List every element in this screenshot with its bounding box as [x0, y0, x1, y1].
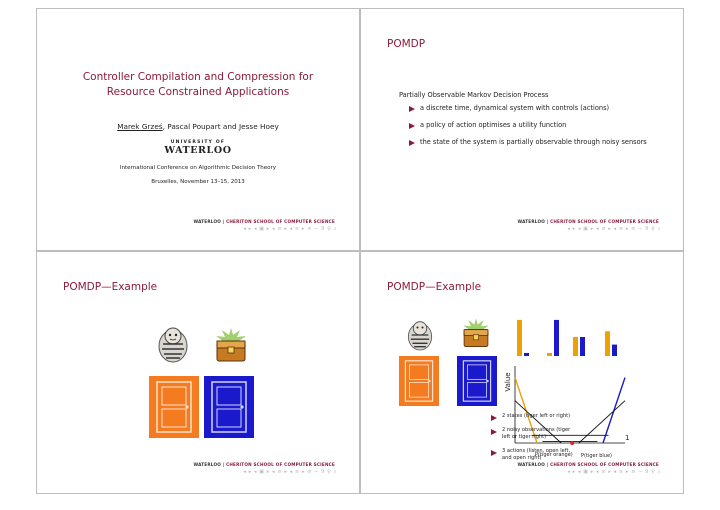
footer: WATERLOO | CHERITON SCHOOL OF COMPUTER SCIENCE — [517, 462, 659, 467]
blue-door[interactable] — [457, 356, 497, 406]
list-item: 2 noisy observations (tiger left or tiger right) — [491, 427, 579, 442]
blue-door[interactable] — [204, 376, 254, 438]
pomdp-intro: Partially Observable Markov Decision Process — [399, 91, 549, 99]
y-axis-label: Value — [504, 372, 512, 392]
list-item: a policy of action optimises a utility function — [409, 121, 649, 130]
beamer-nav-icons[interactable]: ◂ ▸ ◂ ▣ ▸ ◂ ≡ ▸ ◂ ≡ ▸ ≡ ∽ 9 ♀ ⌕ — [567, 469, 661, 475]
location: Bruxelles, November 13–15, 2013 — [151, 179, 245, 185]
belief-bar-after-observation-blue — [612, 345, 617, 356]
tiger-icon — [155, 324, 191, 364]
footer: WATERLOO | CHERITON SCHOOL OF COMPUTER SCIENCE — [517, 219, 659, 224]
orange-door[interactable] — [149, 376, 199, 438]
orange-door[interactable] — [399, 356, 439, 406]
tiger-icon — [405, 318, 435, 352]
logo-main-text: WATERLOO — [164, 145, 232, 156]
slide-title-page — [36, 8, 360, 251]
slide-title: POMDP—Example — [387, 281, 482, 293]
slide-tiger-value-function — [360, 251, 684, 494]
authors — [37, 122, 359, 131]
slide-tiger-example — [36, 251, 360, 494]
beamer-nav-icons[interactable]: ◂ ▸ ◂ ▣ ▸ ◂ ≡ ▸ ◂ ≡ ▸ ≡ ∽ 9 ♀ ⌕ — [567, 226, 661, 232]
belief-bar-listen-blue — [580, 337, 585, 356]
belief-bar-after-observation-orange — [605, 331, 610, 356]
conference: International Conference on Algorithmic Decision Theory — [119, 165, 277, 171]
beamer-nav-icons[interactable]: ◂ ▸ ◂ ▣ ▸ ◂ ≡ ▸ ◂ ≡ ▸ ≡ ∽ 9 ♀ ⌕ — [243, 226, 337, 232]
list-item: 3 actions (listen, open left, and open right) — [491, 448, 579, 463]
belief-bar-open-right-orange — [547, 353, 552, 356]
list-item: 2 states (tiger left or right) — [491, 413, 579, 421]
treasure-chest-icon — [211, 326, 251, 364]
belief-bar-open-left-blue — [524, 353, 529, 356]
slide-pomdp-definition — [360, 8, 684, 251]
university-logo — [37, 140, 359, 156]
belief-bar-listen-orange — [573, 337, 578, 356]
x-end-label: 1 — [625, 434, 630, 442]
talk-title: Controller Compilation and Compression for Resource Constrained Applications — [82, 71, 314, 98]
treasure-chest-icon — [459, 316, 493, 350]
belief-bar-open-right-blue — [554, 320, 559, 356]
definition-bullets — [409, 104, 649, 147]
footer: WATERLOO | CHERITON SCHOOL OF COMPUTER SCIENCE — [193, 219, 335, 224]
belief-bars — [517, 320, 617, 356]
footer: WATERLOO | CHERITON SCHOOL OF COMPUTER SCIENCE — [193, 462, 335, 467]
slide-title: POMDP — [387, 38, 426, 50]
co-authors: , Pascal Poupart and Jesse Hoey — [162, 122, 279, 131]
line-listen-2 — [579, 401, 625, 443]
beamer-nav-icons[interactable]: ◂ ▸ ◂ ▣ ▸ ◂ ≡ ▸ ◂ ≡ ▸ ≡ ∽ 9 ♀ ⌕ — [243, 469, 337, 475]
list-item: a discrete time, dynamical system with controls (actions) — [409, 104, 649, 113]
slide-title: POMDP—Example — [63, 281, 158, 293]
logo-top-text: UNIVERSITY OF — [170, 140, 226, 145]
example-bullets — [491, 413, 579, 463]
list-item: the state of the system is partially observable through noisy sensors — [409, 138, 649, 147]
belief-bar-open-left-orange — [517, 320, 522, 356]
x-label-left: P(tiger orange) — [535, 452, 573, 458]
presenting-author: Marek Grześ — [117, 122, 163, 131]
x-label-right: P(tiger blue) — [581, 453, 612, 459]
